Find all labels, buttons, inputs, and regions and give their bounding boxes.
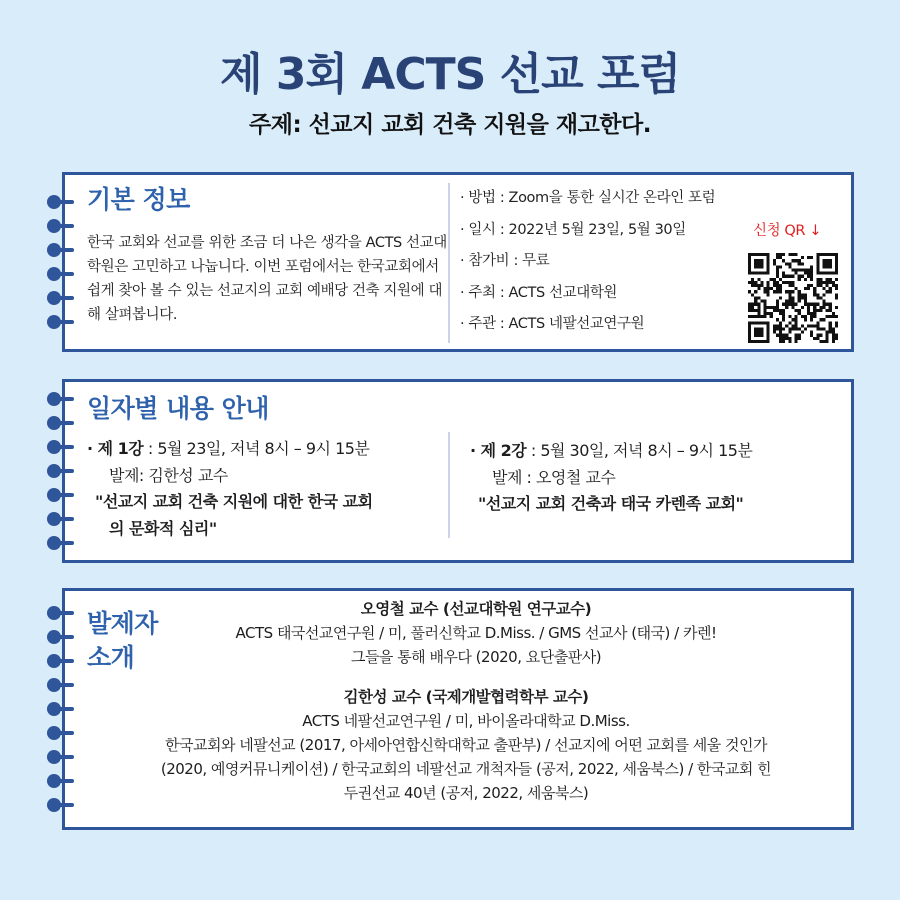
speakers-card xyxy=(62,588,854,830)
lecture-1-label: · 제 1강 xyxy=(87,439,144,458)
binder-ring xyxy=(47,774,77,788)
binder-ring xyxy=(47,798,77,812)
binder-ring xyxy=(47,315,77,329)
binder-rings xyxy=(47,382,77,560)
binder-ring xyxy=(47,630,77,644)
speaker-kim-bio-line2: 한국교회와 네팔선교 (2017, 아세아연합신학대학교 출판부) / 선교지에 어떤 교회를 세울 것인가 xyxy=(164,736,768,754)
binder-ring xyxy=(47,726,77,740)
binder-ring xyxy=(47,267,77,281)
binder-ring xyxy=(47,488,77,502)
info-fee: · 참가비 : 무료 xyxy=(460,253,550,269)
binder-rings xyxy=(47,591,77,827)
info-date: · 일시 : 2022년 5월 23일, 5월 30일 xyxy=(460,221,686,238)
speaker-oh xyxy=(95,597,857,669)
speaker-kim-name: 김한성 교수 (국제개발협력학부 교수) xyxy=(343,688,589,706)
binder-ring xyxy=(47,243,77,257)
speaker-kim-bio-line1: ACTS 네팔선교연구원 / 미, 바이올라대학교 D.Miss. xyxy=(302,712,630,730)
lecture-2-topic-line1: "선교지 교회 건축과 태국 카렌족 교회" xyxy=(478,494,744,513)
binder-ring xyxy=(47,750,77,764)
binder-ring xyxy=(47,392,77,406)
binder-ring xyxy=(47,606,77,620)
speaker-kim xyxy=(75,685,857,805)
lecture-2-presenter: 발제 : 오영철 교수 xyxy=(492,467,616,487)
binder-ring xyxy=(47,416,77,430)
binder-rings xyxy=(47,175,77,349)
info-host: · 주최 : ACTS 선교대학원 xyxy=(460,284,618,301)
speakers-title-line2: 소개 xyxy=(87,643,135,672)
qr-label: 신청 QR ↓ xyxy=(753,223,822,239)
schedule-title: 일자별 내용 안내 xyxy=(87,394,269,423)
schedule-card xyxy=(62,379,854,563)
basic-info-description: 한국 교회와 선교를 위한 조금 더 나은 생각을 ACTS 선교대학원은 고민하고 나눕니다. 이번 포럼에서는 한국교회에서 쉽게 찾아 볼 수 있는 선교지의 교회 예배당 건축 지원에 대해 살펴봅니다. xyxy=(87,235,447,323)
lecture-1-topic-line2: 의 문화적 심리" xyxy=(109,518,217,538)
binder-ring xyxy=(47,654,77,668)
lecture-2-label: · 제 2강 xyxy=(470,441,527,460)
speaker-oh-bio-line2: 그들을 통해 배우다 (2020, 요단출판사) xyxy=(350,648,602,666)
info-organizer: · 주관 : ACTS 네팔선교연구원 xyxy=(460,316,645,332)
lecture-2 xyxy=(470,438,850,518)
speaker-oh-bio-line1: ACTS 태국선교연구원 / 미, 풀러신학교 D.Miss. / GMS 선교사 (태국) / 카렌! xyxy=(235,624,717,642)
binder-ring xyxy=(47,702,77,716)
binder-ring xyxy=(47,440,77,454)
lecture-1-time: : 5월 23일, 저녁 8시 – 9시 15분 xyxy=(143,439,370,458)
binder-ring xyxy=(47,219,77,233)
basic-info-list xyxy=(460,185,760,343)
lecture-1-topic-line1: "선교지 교회 건축 지원에 대한 한국 교회 xyxy=(95,492,373,511)
forum-title: 제 3회 ACTS 선교 포럼 xyxy=(220,49,680,100)
forum-subtitle: 주제: 선교지 교회 건축 지원을 재고한다. xyxy=(249,112,651,138)
speakers-title-line1: 발제자 xyxy=(87,609,158,638)
info-method: · 방법 : Zoom을 통한 실시간 온라인 포럼 xyxy=(460,190,716,206)
binder-ring xyxy=(47,512,77,526)
registration-qr-code[interactable] xyxy=(748,253,838,343)
lecture-2-time: : 5월 30일, 저녁 8시 – 9시 15분 xyxy=(526,441,753,460)
speaker-oh-name: 오영철 교수 (선교대학원 연구교수) xyxy=(360,600,592,618)
binder-ring xyxy=(47,464,77,478)
binder-ring xyxy=(47,195,77,209)
binder-ring xyxy=(47,536,77,550)
basic-info-title: 기본 정보 xyxy=(87,185,190,214)
binder-ring xyxy=(47,678,77,692)
speaker-kim-bio-line4: 두권선교 40년 (공저, 2022, 세움북스) xyxy=(343,784,589,802)
lecture-1-presenter: 발제: 김한성 교수 xyxy=(109,465,228,485)
speaker-kim-bio-line3: (2020, 예영커뮤니케이션) / 한국교회의 네팔선교 개척자들 (공저, 2022, 세움북스) / 한국교회 힌 xyxy=(160,760,772,778)
lecture-1 xyxy=(87,436,457,542)
basic-info-card xyxy=(62,172,854,352)
divider xyxy=(448,432,450,538)
divider xyxy=(448,183,450,343)
binder-ring xyxy=(47,291,77,305)
